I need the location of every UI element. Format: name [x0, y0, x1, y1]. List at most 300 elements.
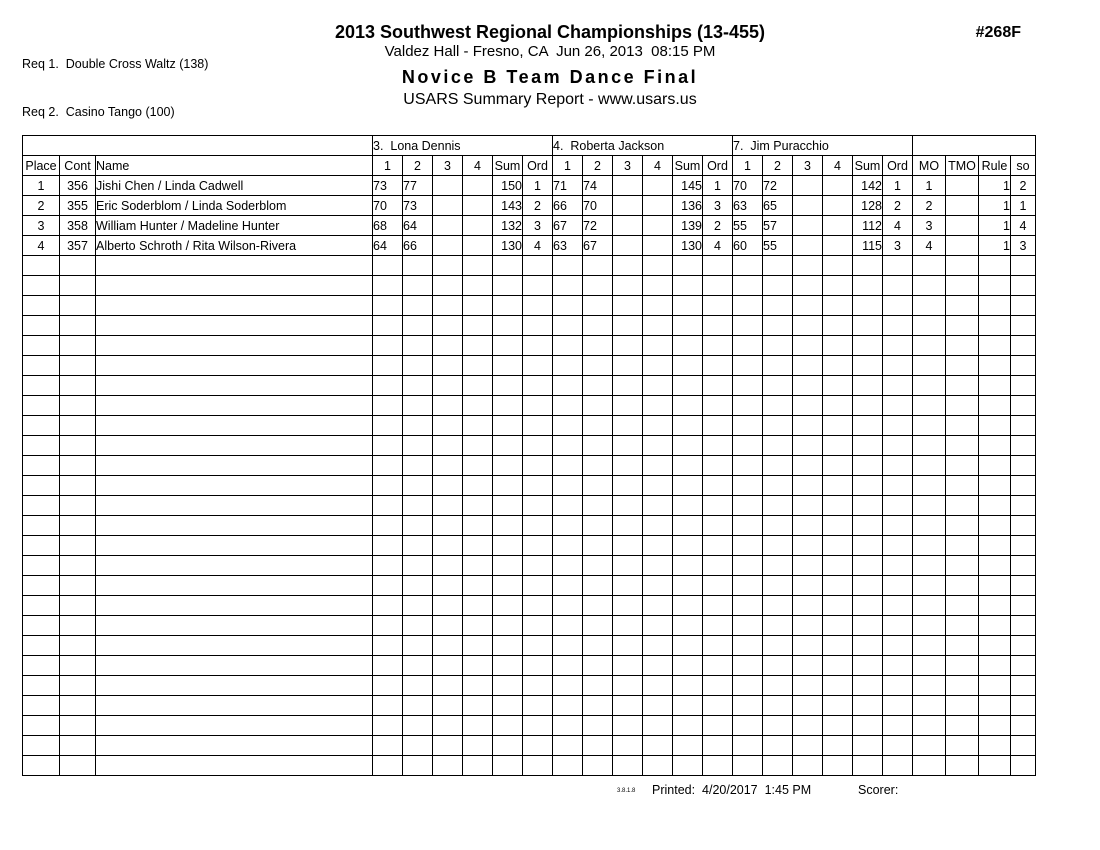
empty-cell — [583, 656, 613, 676]
empty-cell — [913, 576, 946, 596]
empty-cell — [1011, 576, 1036, 596]
empty-cell — [433, 496, 463, 516]
empty-cell — [96, 316, 373, 336]
empty-cell — [60, 636, 96, 656]
empty-cell — [613, 736, 643, 756]
score-cell — [433, 176, 463, 196]
col-header-mo: MO — [913, 156, 946, 176]
title-block — [0, 22, 1100, 110]
empty-cell — [703, 516, 733, 536]
score-cell — [823, 236, 853, 256]
empty-cell — [553, 556, 583, 576]
empty-cell — [853, 456, 883, 476]
score-cell: 57 — [763, 216, 793, 236]
empty-cell — [403, 316, 433, 336]
empty-cell — [60, 416, 96, 436]
empty-cell — [373, 736, 403, 756]
empty-cell — [703, 376, 733, 396]
empty-cell — [913, 256, 946, 276]
so-cell: 1 — [1011, 196, 1036, 216]
empty-cell — [613, 696, 643, 716]
empty-cell — [913, 376, 946, 396]
col-header-judge-sum: Sum — [673, 156, 703, 176]
empty-cell — [523, 296, 553, 316]
empty-cell — [643, 316, 673, 336]
empty-cell — [673, 696, 703, 716]
empty-cell — [946, 496, 979, 516]
empty-cell — [763, 496, 793, 516]
col-header-judge-1: 1 — [553, 156, 583, 176]
empty-cell — [979, 316, 1011, 336]
score-cell: 70 — [733, 176, 763, 196]
empty-cell — [946, 516, 979, 536]
empty-cell — [553, 296, 583, 316]
empty-cell — [853, 576, 883, 596]
empty-cell — [96, 556, 373, 576]
empty-cell — [883, 476, 913, 496]
empty-cell — [583, 756, 613, 776]
empty-row — [23, 716, 1036, 736]
empty-cell — [883, 336, 913, 356]
empty-cell — [673, 276, 703, 296]
empty-cell — [793, 556, 823, 576]
empty-cell — [373, 256, 403, 276]
empty-cell — [613, 396, 643, 416]
score-cell — [643, 176, 673, 196]
empty-cell — [583, 336, 613, 356]
empty-cell — [433, 716, 463, 736]
empty-cell — [523, 616, 553, 636]
empty-cell — [463, 476, 493, 496]
empty-cell — [373, 276, 403, 296]
empty-cell — [979, 676, 1011, 696]
empty-cell — [403, 656, 433, 676]
empty-cell — [823, 636, 853, 656]
empty-cell — [823, 556, 853, 576]
empty-cell — [96, 716, 373, 736]
empty-cell — [433, 256, 463, 276]
empty-cell — [883, 396, 913, 416]
empty-cell — [643, 296, 673, 316]
empty-cell — [763, 476, 793, 496]
empty-cell — [703, 736, 733, 756]
empty-cell — [493, 276, 523, 296]
empty-cell — [673, 656, 703, 676]
col-header-judge-3: 3 — [793, 156, 823, 176]
empty-cell — [583, 536, 613, 556]
empty-cell — [60, 336, 96, 356]
empty-cell — [433, 696, 463, 716]
empty-cell — [793, 676, 823, 696]
empty-cell — [60, 676, 96, 696]
empty-cell — [853, 276, 883, 296]
empty-cell — [643, 576, 673, 596]
empty-cell — [673, 616, 703, 636]
empty-cell — [493, 716, 523, 736]
empty-cell — [823, 656, 853, 676]
empty-cell — [643, 716, 673, 736]
score-cell: 63 — [553, 236, 583, 256]
empty-cell — [583, 316, 613, 336]
empty-cell — [523, 536, 553, 556]
empty-cell — [553, 656, 583, 676]
empty-cell — [463, 696, 493, 716]
contestant-number-cell: 355 — [60, 196, 96, 216]
empty-cell — [23, 516, 60, 536]
empty-cell — [433, 356, 463, 376]
empty-cell — [853, 716, 883, 736]
empty-cell — [553, 676, 583, 696]
empty-cell — [523, 256, 553, 276]
empty-cell — [883, 736, 913, 756]
ord-cell: 2 — [703, 216, 733, 236]
empty-cell — [946, 476, 979, 496]
empty-cell — [60, 516, 96, 536]
empty-row — [23, 616, 1036, 636]
empty-cell — [1011, 596, 1036, 616]
empty-cell — [373, 496, 403, 516]
empty-cell — [433, 616, 463, 636]
empty-cell — [703, 436, 733, 456]
ord-cell: 4 — [523, 236, 553, 256]
empty-cell — [823, 456, 853, 476]
empty-cell — [1011, 656, 1036, 676]
empty-cell — [703, 616, 733, 636]
empty-cell — [583, 596, 613, 616]
empty-row — [23, 256, 1036, 276]
empty-cell — [1011, 356, 1036, 376]
empty-cell — [553, 736, 583, 756]
empty-cell — [493, 296, 523, 316]
empty-cell — [733, 676, 763, 696]
col-header-judge-ord: Ord — [883, 156, 913, 176]
empty-cell — [373, 436, 403, 456]
empty-cell — [913, 316, 946, 336]
empty-cell — [913, 696, 946, 716]
empty-cell — [523, 596, 553, 616]
empty-cell — [433, 596, 463, 616]
empty-cell — [883, 636, 913, 656]
empty-cell — [883, 756, 913, 776]
score-cell — [613, 236, 643, 256]
empty-cell — [553, 436, 583, 456]
empty-cell — [60, 556, 96, 576]
empty-cell — [823, 576, 853, 596]
empty-cell — [733, 716, 763, 736]
empty-cell — [979, 456, 1011, 476]
empty-cell — [433, 316, 463, 336]
col-header-rule: Rule — [979, 156, 1011, 176]
score-cell: 73 — [373, 176, 403, 196]
empty-cell — [493, 476, 523, 496]
empty-cell — [946, 276, 979, 296]
empty-cell — [1011, 716, 1036, 736]
empty-cell — [913, 616, 946, 636]
empty-cell — [946, 656, 979, 676]
score-cell: 64 — [373, 236, 403, 256]
empty-cell — [23, 596, 60, 616]
empty-cell — [553, 756, 583, 776]
empty-cell — [373, 296, 403, 316]
empty-cell — [463, 356, 493, 376]
empty-cell — [583, 376, 613, 396]
empty-cell — [1011, 396, 1036, 416]
col-header-judge-4: 4 — [823, 156, 853, 176]
rule-cell: 1 — [979, 176, 1011, 196]
empty-cell — [853, 736, 883, 756]
empty-cell — [96, 536, 373, 556]
empty-cell — [493, 596, 523, 616]
score-cell — [463, 176, 493, 196]
empty-cell — [913, 516, 946, 536]
empty-cell — [853, 536, 883, 556]
empty-cell — [96, 276, 373, 296]
so-cell: 4 — [1011, 216, 1036, 236]
empty-cell — [763, 536, 793, 556]
empty-cell — [493, 636, 523, 656]
empty-cell — [733, 296, 763, 316]
empty-cell — [493, 316, 523, 336]
score-cell: 77 — [403, 176, 433, 196]
empty-cell — [946, 716, 979, 736]
empty-cell — [733, 256, 763, 276]
empty-cell — [673, 456, 703, 476]
empty-cell — [493, 496, 523, 516]
col-header-place: Place — [23, 156, 60, 176]
empty-cell — [733, 416, 763, 436]
empty-cell — [883, 616, 913, 636]
rule-cell: 1 — [979, 236, 1011, 256]
empty-cell — [403, 696, 433, 716]
empty-cell — [733, 496, 763, 516]
empty-cell — [373, 396, 403, 416]
empty-cell — [583, 556, 613, 576]
score-cell — [643, 236, 673, 256]
empty-row — [23, 376, 1036, 396]
empty-cell — [433, 636, 463, 656]
empty-cell — [373, 316, 403, 336]
empty-cell — [493, 256, 523, 276]
empty-cell — [643, 436, 673, 456]
empty-row — [23, 736, 1036, 756]
software-version: 3.8.1.8 — [617, 788, 636, 794]
score-cell: 66 — [403, 236, 433, 256]
empty-cell — [763, 656, 793, 676]
empty-cell — [883, 276, 913, 296]
empty-row — [23, 296, 1036, 316]
empty-cell — [493, 456, 523, 476]
empty-row — [23, 656, 1036, 676]
judge-row-spacer-right — [913, 136, 1036, 156]
empty-cell — [979, 636, 1011, 656]
empty-cell — [23, 316, 60, 336]
event-title: Novice B Team Dance Final — [401, 67, 699, 87]
empty-cell — [853, 656, 883, 676]
empty-cell — [823, 476, 853, 496]
competitor-name-cell: Eric Soderblom / Linda Soderblom — [96, 196, 373, 216]
col-header-judge-2: 2 — [583, 156, 613, 176]
empty-cell — [673, 576, 703, 596]
empty-cell — [883, 376, 913, 396]
empty-cell — [823, 696, 853, 716]
empty-cell — [23, 556, 60, 576]
empty-cell — [463, 396, 493, 416]
empty-cell — [763, 316, 793, 336]
score-cell: 74 — [583, 176, 613, 196]
empty-cell — [946, 556, 979, 576]
score-cell: 55 — [763, 236, 793, 256]
empty-cell — [433, 336, 463, 356]
empty-cell — [433, 296, 463, 316]
empty-cell — [403, 516, 433, 536]
empty-cell — [883, 456, 913, 476]
empty-cell — [493, 616, 523, 636]
empty-cell — [60, 276, 96, 296]
empty-cell — [1011, 376, 1036, 396]
empty-cell — [979, 256, 1011, 276]
empty-cell — [553, 636, 583, 656]
empty-cell — [823, 296, 853, 316]
empty-cell — [23, 476, 60, 496]
empty-cell — [373, 756, 403, 776]
empty-cell — [763, 676, 793, 696]
empty-cell — [733, 656, 763, 676]
empty-cell — [703, 536, 733, 556]
empty-cell — [433, 576, 463, 596]
empty-cell — [793, 576, 823, 596]
mo-cell: 4 — [913, 236, 946, 256]
ord-cell: 4 — [883, 216, 913, 236]
empty-cell — [853, 256, 883, 276]
empty-cell — [703, 296, 733, 316]
empty-cell — [373, 576, 403, 596]
empty-cell — [793, 316, 823, 336]
competitor-name-cell: William Hunter / Madeline Hunter — [96, 216, 373, 236]
empty-cell — [763, 736, 793, 756]
empty-cell — [979, 476, 1011, 496]
empty-cell — [883, 556, 913, 576]
empty-cell — [913, 656, 946, 676]
empty-cell — [553, 416, 583, 436]
empty-cell — [733, 316, 763, 336]
empty-cell — [643, 676, 673, 696]
empty-cell — [23, 396, 60, 416]
scorer-label: Scorer: — [858, 783, 899, 797]
sum-cell: 150 — [493, 176, 523, 196]
empty-cell — [60, 536, 96, 556]
judge-name-box: 7. Jim Puracchio — [733, 136, 913, 156]
empty-cell — [883, 256, 913, 276]
empty-cell — [763, 636, 793, 656]
empty-cell — [946, 416, 979, 436]
empty-cell — [523, 396, 553, 416]
empty-row — [23, 416, 1036, 436]
empty-cell — [553, 516, 583, 536]
empty-cell — [823, 316, 853, 336]
empty-cell — [1011, 416, 1036, 436]
empty-cell — [403, 736, 433, 756]
empty-cell — [763, 756, 793, 776]
empty-cell — [853, 676, 883, 696]
empty-cell — [463, 676, 493, 696]
empty-cell — [96, 616, 373, 636]
empty-cell — [463, 716, 493, 736]
score-cell — [613, 176, 643, 196]
mo-cell: 3 — [913, 216, 946, 236]
empty-cell — [763, 296, 793, 316]
empty-cell — [96, 396, 373, 416]
empty-cell — [913, 556, 946, 576]
empty-cell — [96, 756, 373, 776]
empty-cell — [613, 536, 643, 556]
empty-cell — [523, 576, 553, 596]
empty-cell — [673, 316, 703, 336]
empty-cell — [96, 256, 373, 276]
empty-cell — [96, 436, 373, 456]
empty-cell — [523, 716, 553, 736]
empty-cell — [493, 396, 523, 416]
empty-cell — [823, 756, 853, 776]
empty-cell — [793, 396, 823, 416]
empty-cell — [793, 356, 823, 376]
empty-cell — [553, 456, 583, 476]
empty-cell — [463, 436, 493, 456]
score-cell: 66 — [553, 196, 583, 216]
empty-cell — [979, 296, 1011, 316]
empty-cell — [1011, 456, 1036, 476]
empty-cell — [493, 556, 523, 576]
empty-cell — [403, 396, 433, 416]
empty-cell — [60, 296, 96, 316]
judge-name-box: 4. Roberta Jackson — [553, 136, 733, 156]
empty-cell — [979, 616, 1011, 636]
empty-cell — [60, 396, 96, 416]
empty-cell — [1011, 496, 1036, 516]
empty-cell — [553, 316, 583, 336]
empty-cell — [523, 316, 553, 336]
empty-cell — [403, 336, 433, 356]
empty-cell — [853, 476, 883, 496]
empty-row — [23, 356, 1036, 376]
empty-cell — [613, 716, 643, 736]
empty-cell — [373, 516, 403, 536]
empty-cell — [403, 356, 433, 376]
empty-cell — [673, 516, 703, 536]
empty-cell — [373, 336, 403, 356]
empty-cell — [883, 576, 913, 596]
empty-cell — [403, 636, 433, 656]
empty-cell — [583, 736, 613, 756]
empty-cell — [763, 396, 793, 416]
empty-cell — [793, 436, 823, 456]
empty-cell — [763, 556, 793, 576]
empty-row — [23, 536, 1036, 556]
empty-cell — [23, 416, 60, 436]
empty-cell — [96, 376, 373, 396]
empty-cell — [60, 696, 96, 716]
empty-cell — [553, 256, 583, 276]
score-cell — [643, 196, 673, 216]
empty-cell — [433, 656, 463, 676]
empty-cell — [763, 276, 793, 296]
empty-cell — [433, 516, 463, 536]
empty-cell — [733, 536, 763, 556]
empty-cell — [60, 576, 96, 596]
empty-cell — [23, 336, 60, 356]
empty-cell — [373, 596, 403, 616]
mo-cell: 2 — [913, 196, 946, 216]
empty-cell — [373, 376, 403, 396]
